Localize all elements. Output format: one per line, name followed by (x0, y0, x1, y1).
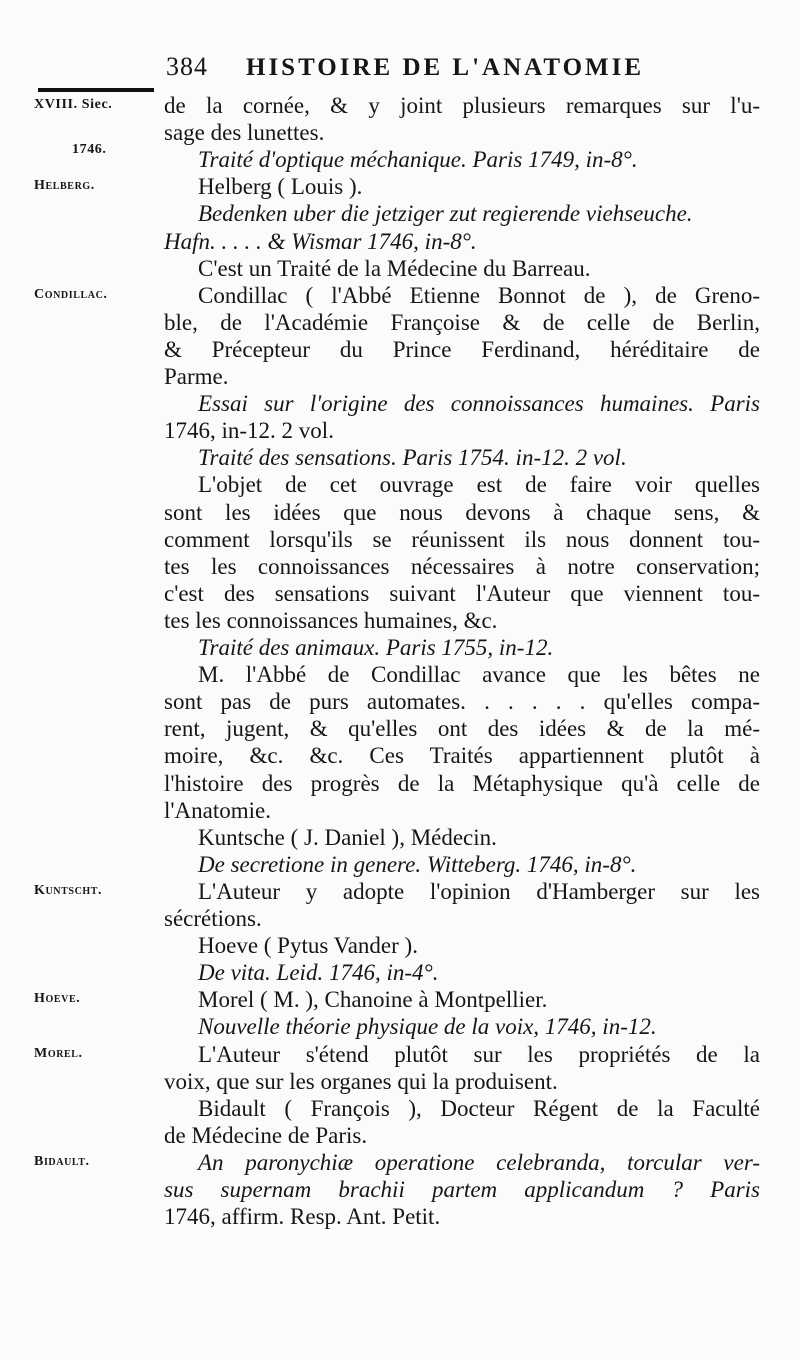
margin-note: 1746. (72, 142, 107, 158)
text-line: c'est des sensations suivant l'Auteur que viennent tou- (164, 580, 760, 606)
text-line: L'Auteur s'étend plutôt sur les propriétés de la (198, 1041, 760, 1067)
text-line: de Médecine de Paris. (164, 1122, 368, 1148)
text-line: sage des lunettes. (164, 120, 325, 146)
text-line: l'histoire des progrès de la Métaphysique qu'à celle de (164, 770, 760, 796)
text-line: rent, jugent, & qu'elles ont des idées & de la mé- (164, 716, 760, 742)
text-line: Traité des sensations. Paris 1754. in-12. 2 vol. (198, 445, 627, 471)
text-line: Bedenken uber die jetziger zut regierende viehseuche. (198, 201, 693, 227)
text-line: & Précepteur du Prince Ferdinand, héréditaire de (164, 336, 760, 362)
text-line: sus supernam brachii partem applicandum ? Paris (164, 1177, 760, 1202)
text-line: L'objet de cet ouvrage est de faire voir quelles (198, 472, 760, 498)
text-line: Traité des animaux. Paris 1755, in-12. (198, 635, 554, 660)
text-line: Bidault ( François ), Docteur Régent de la Faculté (198, 1095, 760, 1121)
text-line: de la cornée, & y joint plusieurs remarques sur l'u- (164, 93, 760, 118)
text-line: Condillac ( l'Abbé Etienne Bonnot de ), de Greno- (198, 282, 760, 308)
text-line: M. l'Abbé de Condillac avance que les bêtes ne (198, 662, 760, 688)
margin-note: Kuntscht. (34, 882, 103, 898)
text-line: moire, &c. &c. Ces Traités appartiennent plutôt à (164, 743, 760, 769)
text-line: Essai sur l'origine des connoissances humaines. Paris (198, 391, 760, 417)
text-line: tes les connoissances nécessaires à notre conservation; (164, 553, 760, 579)
text-line: C'est un Traité de la Médecine du Barreau. (198, 255, 591, 281)
text-line: sécrétions. (164, 906, 262, 931)
text-line: Kuntsche ( J. Daniel ), Médecin. (198, 824, 497, 850)
text-line: 1746, in-12. 2 vol. (164, 418, 334, 444)
margin-note: Condillac. (34, 286, 108, 302)
text-line: Traité d'optique méchanique. Paris 1749, in-8°. (198, 147, 638, 173)
text-line: sont pas de purs automates. . . . . . qu'elles compa- (164, 689, 760, 715)
text-line: Morel ( M. ), Chanoine à Montpellier. (198, 987, 548, 1013)
text-line: An paronychiæ operatione celebranda, torcular ver- (198, 1149, 760, 1175)
text-line: Parme. (164, 364, 229, 389)
text-line: De secretione in genere. Witteberg. 1746, in-8°. (198, 851, 637, 877)
margin-note: Helberg. (34, 178, 95, 194)
text-line: l'Anatomie. (164, 797, 271, 823)
header-rule (38, 88, 154, 92)
text-line: 1746, affirm. Resp. Ant. Petit. (164, 1204, 441, 1230)
text-line: Nouvelle théorie physique de la voix, 1746, in-12. (198, 1014, 657, 1040)
margin-note: XVIII. Siec. (34, 97, 113, 112)
text-line: sont les idées que nous devons à chaque sens, & (164, 499, 760, 525)
text-line: Helberg ( Louis ). (198, 174, 363, 200)
text-line: ble, de l'Académie Françoise & de celle de Berlin, (164, 309, 760, 335)
text-line: L'Auteur y adopte l'opinion d'Hamberger sur les (198, 878, 760, 904)
text-line: tes les connoissances humaines, &c. (164, 607, 498, 633)
text-line: comment lorsqu'ils se réunissent ils nous donnent tou- (164, 526, 760, 552)
text-line: voix, que sur les organes qui la produisent. (164, 1068, 558, 1094)
text-line: Hoeve ( Pytus Vander ). (198, 933, 418, 959)
margin-note: Morel. (34, 1045, 83, 1061)
page-number: 384 (166, 52, 208, 81)
running-title: HISTOIRE DE L'ANATOMIE (246, 54, 645, 81)
text-line: De vita. Leid. 1746, in-4°. (198, 960, 439, 986)
margin-note: Hoeve. (34, 991, 81, 1007)
margin-note: Bidault. (34, 1153, 90, 1169)
text-line: Hafn. . . . . & Wismar 1746, in-8°. (164, 228, 477, 254)
